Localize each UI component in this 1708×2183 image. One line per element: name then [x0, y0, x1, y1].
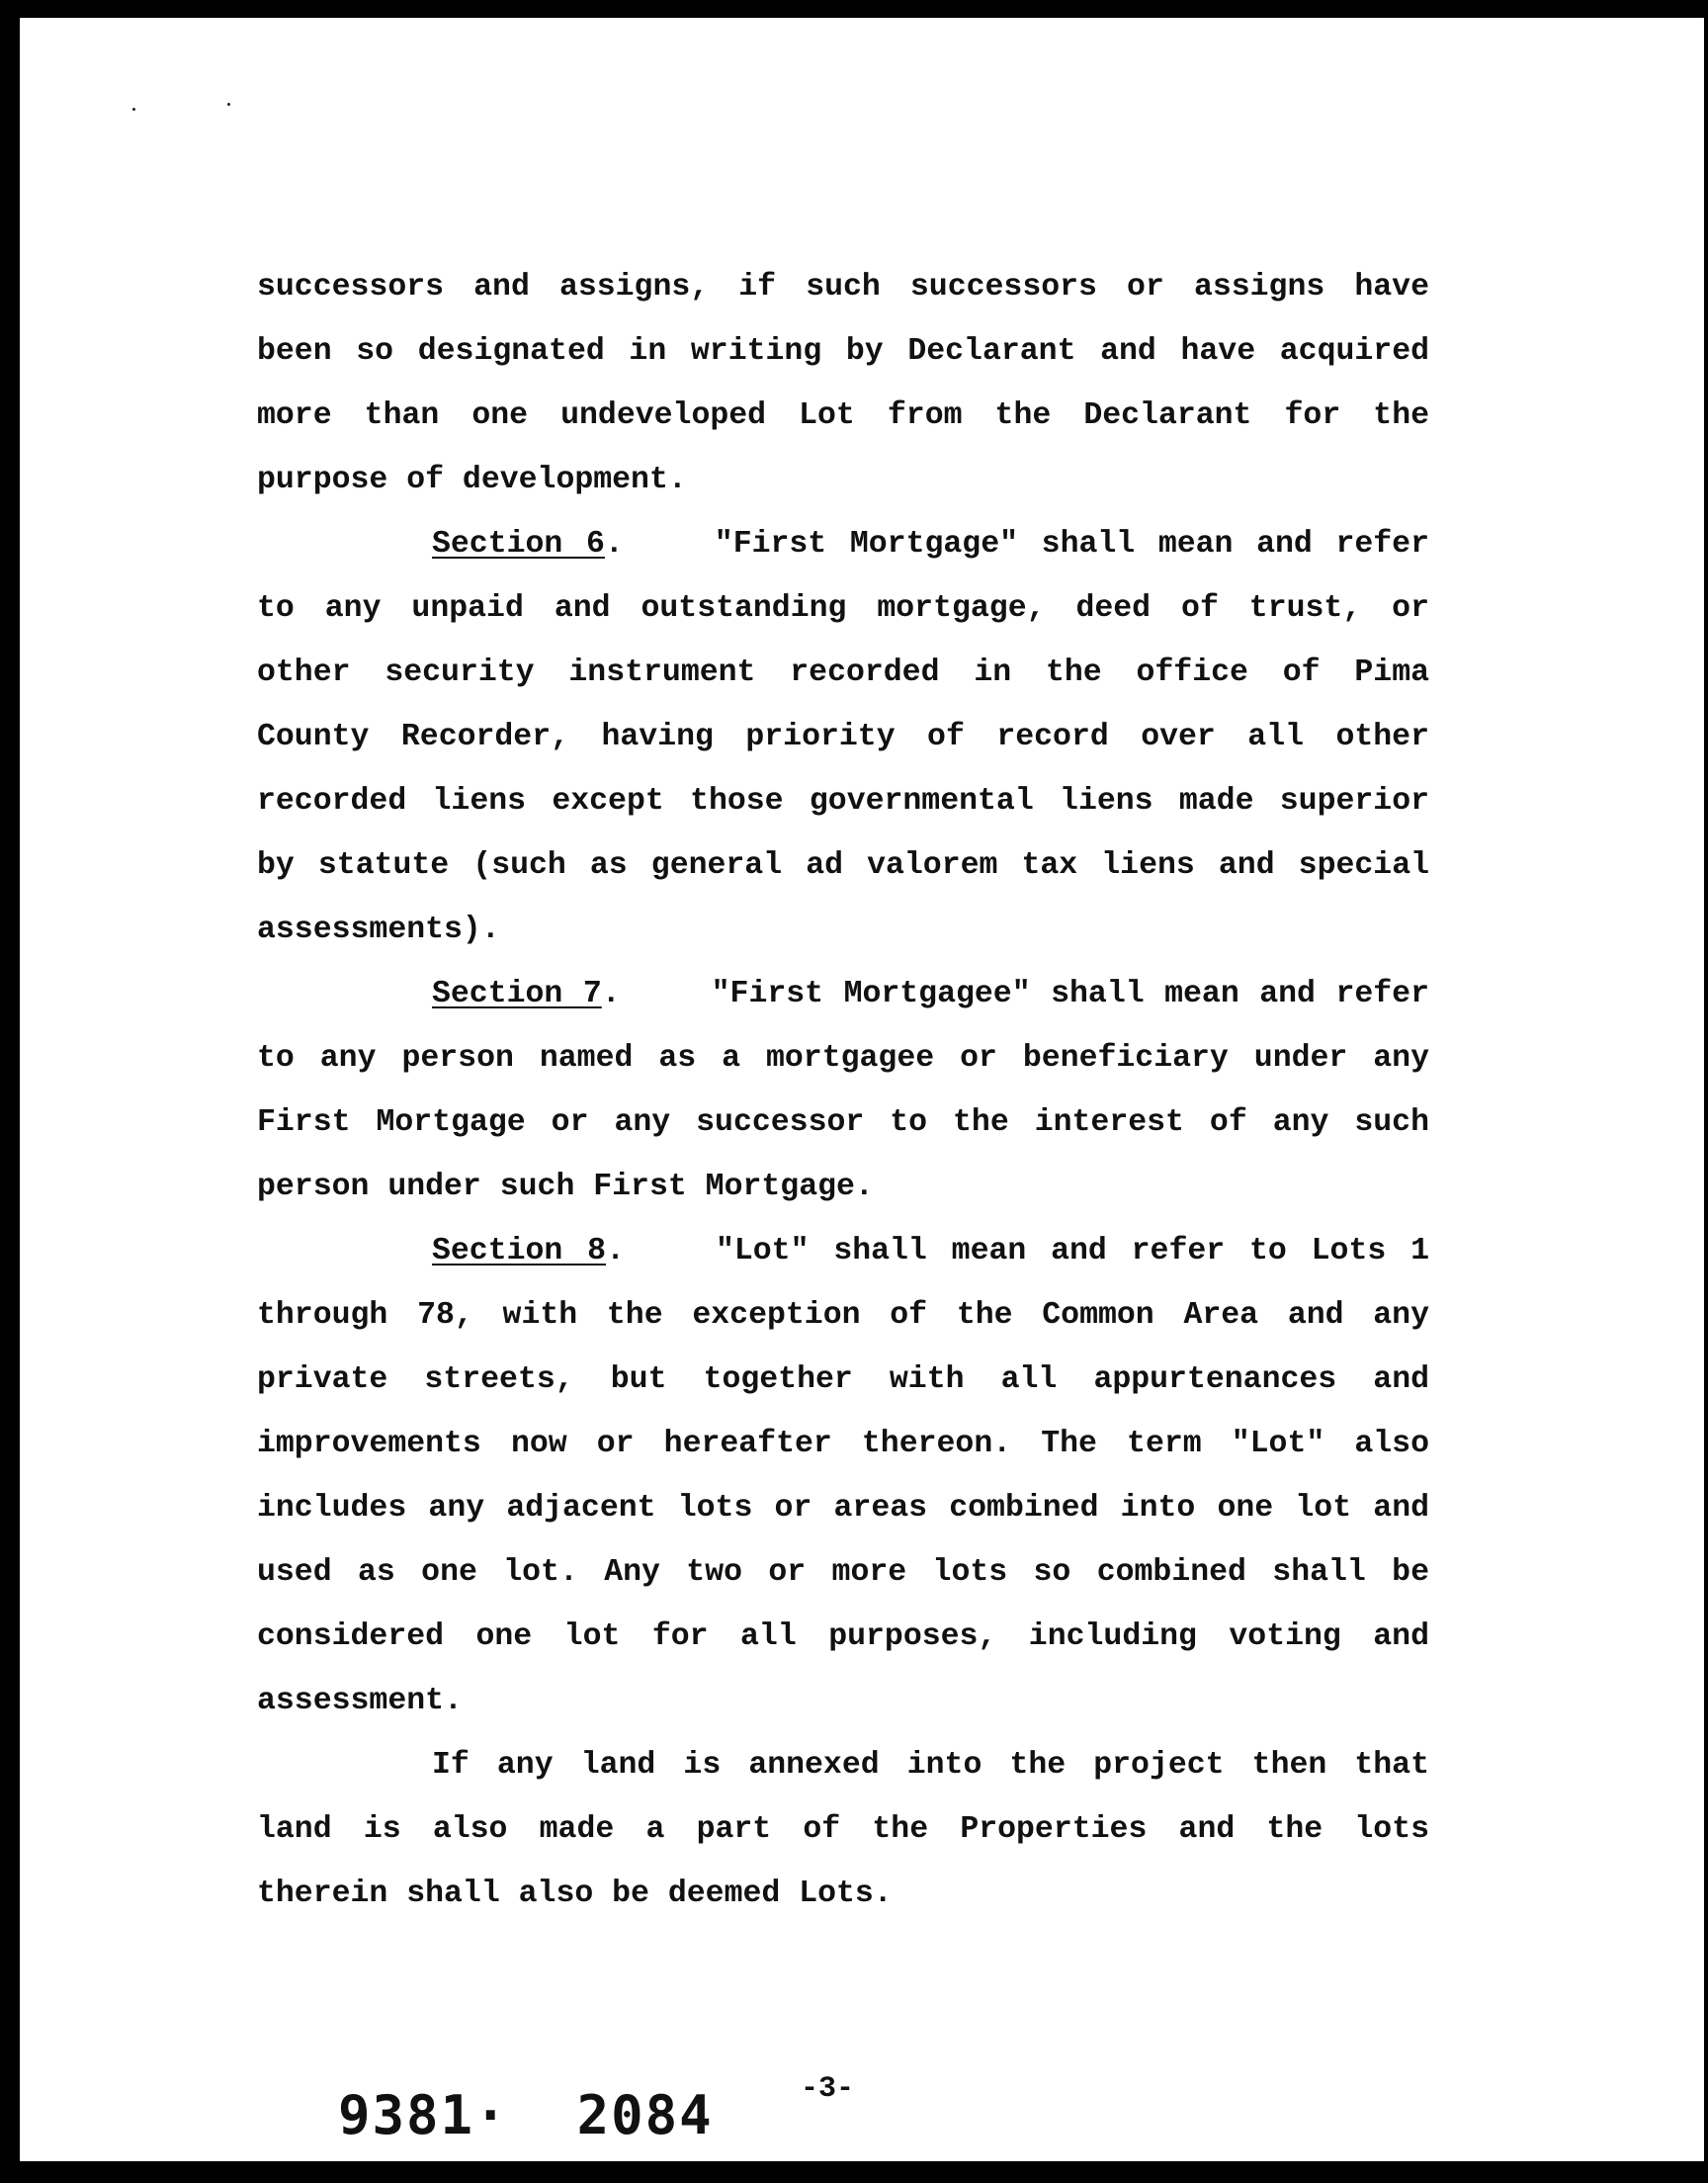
intro-paragraph: successors and assigns, if such successors or assigns have been so designated in writing by Declarant and have acquired more than one undeveloped Lot from the Declarant for the purpose of development.: [257, 270, 1429, 497]
recording-stamp: 9381· 2084: [338, 2084, 714, 2146]
section-6-heading: Section 6: [432, 527, 605, 562]
section-7-heading: Section 7: [432, 977, 602, 1011]
annex-paragraph: If any land is annexed into the project then that land is also made a part of the Properties and the lots therein shall also be deemed Lots.: [257, 1748, 1429, 1911]
section-7-text: "First Mortgagee" shall mean and refer to any person named as a mortgagee or beneficiary under any First Mortgage or any successor to the interest of any such person under such First Mortgage.: [257, 977, 1429, 1204]
page-number: -3-: [801, 2072, 855, 2106]
section-6-paragraph: [257, 512, 1429, 962]
document-page: [20, 18, 1704, 2161]
section-6-punct: .: [604, 527, 624, 562]
scan-speck: [132, 108, 135, 111]
section-8-text: "Lot" shall mean and refer to Lots 1 through 78, with the exception of the Common Area and any private streets, but together with all appurtenances and improvements now or hereafter thereon. The term "Lot" also includes any adjacent lots or areas combined into one lot and used as one lot. Any two or more lots so combined shall be considered one lot for all purposes, including voting and assessment.: [257, 1234, 1429, 1718]
section-6-text: "First Mortgage" shall mean and refer to any unpaid and outstanding mortgage, deed of trust, or other security instrument recorded in the office of Pima County Recorder, having priority of record over all other recorded liens except those governmental liens made superior by statute (such as general ad valorem tax liens and special assessments).: [257, 527, 1429, 947]
scan-speck: [227, 103, 230, 106]
section-7-punct: .: [601, 977, 621, 1011]
section-8-heading: Section 8: [432, 1234, 607, 1268]
section-8-punct: .: [606, 1234, 625, 1268]
section-8-paragraph: [257, 1219, 1429, 1733]
document-body: [257, 255, 1429, 1926]
section-7-paragraph: [257, 962, 1429, 1219]
